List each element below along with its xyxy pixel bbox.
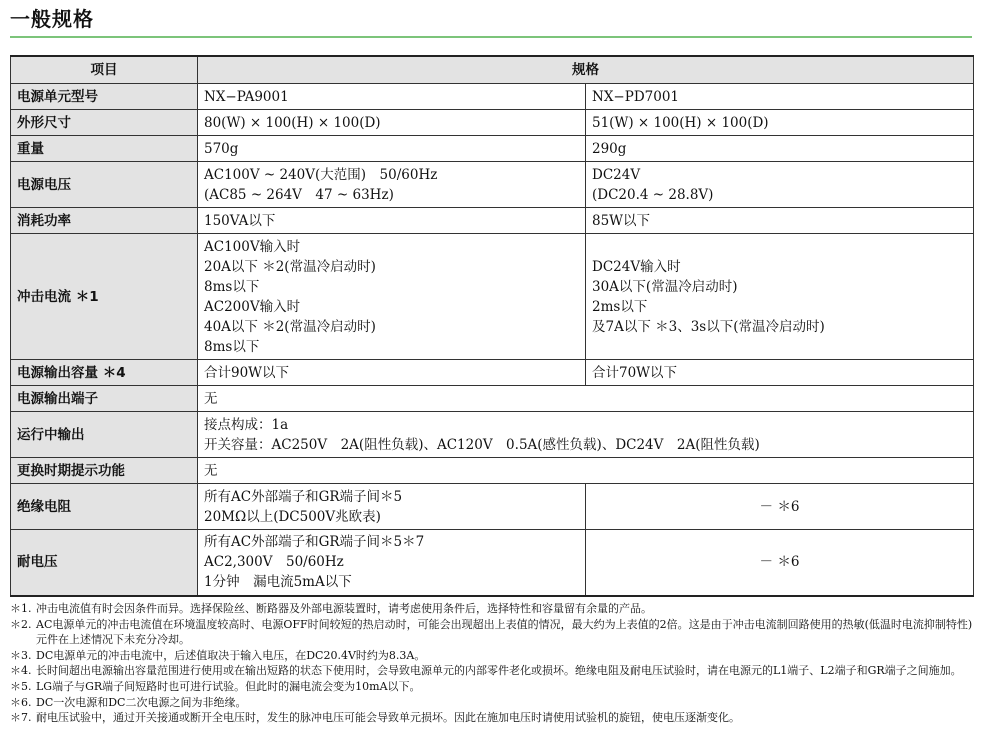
cell-line: AC100V ~ 240V(大范围) 50/60Hz bbox=[204, 166, 438, 183]
footnote bbox=[10, 648, 973, 664]
table-header-row bbox=[11, 56, 974, 84]
cell-line: 290g bbox=[592, 140, 627, 157]
footnote-mark: ＊5. bbox=[10, 679, 32, 693]
row-label: 电源输出端子 bbox=[11, 386, 198, 412]
row-label: 更换时期提示功能 bbox=[11, 458, 198, 484]
footnote-text: 长时间超出电源输出容量范围进行使用或在输出短路的状态下使用时，会导致电源单元的内部零件老化或损坏。绝缘电阻及耐电压试验时，请在电源元的L1端子、L2端子和GR端子之间施加。 bbox=[36, 664, 962, 678]
spec-cell-pd bbox=[586, 110, 974, 136]
footnote-mark: ＊4. bbox=[10, 664, 32, 678]
cell-line: AC200V输入时 bbox=[204, 298, 301, 315]
spec-cell-merged bbox=[198, 458, 974, 484]
cell-line: (AC85 ~ 264V 47 ~ 63Hz) bbox=[204, 186, 394, 203]
cell-line: － ＊6 bbox=[759, 498, 800, 515]
footnote-mark: ＊2. bbox=[10, 617, 32, 631]
table-row bbox=[11, 136, 974, 162]
spec-cell-pa bbox=[198, 484, 586, 530]
table-row bbox=[11, 530, 974, 596]
footnote-text: 耐电压试验中，通过开关接通或断开全电压时，发生的脉冲电压可能会导致单元损坏。因此在施加电压时请使用试验机的旋钮，使电压逐渐变化。 bbox=[36, 711, 740, 725]
spec-cell-pa bbox=[198, 110, 586, 136]
cell-line: 2ms以下 bbox=[592, 298, 648, 315]
row-label: 绝缘电阻 bbox=[11, 484, 198, 530]
cell-line: 所有AC外部端子和GR端子间＊5 bbox=[204, 488, 403, 505]
table-row bbox=[11, 234, 974, 360]
cell-line: 150VA以下 bbox=[204, 212, 276, 229]
cell-line: 接点构成：1a bbox=[204, 416, 289, 433]
cell-line: 85W以下 bbox=[592, 212, 651, 229]
spec-cell-pd bbox=[586, 234, 974, 360]
cell-line: 51(W) × 100(H) × 100(D) bbox=[592, 114, 769, 131]
cell-line: 8ms以下 bbox=[204, 278, 260, 295]
cell-line: 30A以下(常温冷启动时) bbox=[592, 278, 738, 295]
row-label: 电源输出容量 ＊4 bbox=[11, 360, 198, 386]
cell-line: 40A以下 ＊2(常温冷启动时) bbox=[204, 318, 376, 335]
cell-line: AC100V输入时 bbox=[204, 238, 301, 255]
row-label: 耐电压 bbox=[11, 530, 198, 596]
table-row bbox=[11, 412, 974, 458]
footnote-mark: ＊6. bbox=[10, 695, 32, 709]
spec-cell-pd bbox=[586, 484, 974, 530]
spec-cell-pd bbox=[586, 136, 974, 162]
table-row bbox=[11, 208, 974, 234]
spec-cell-pd bbox=[586, 162, 974, 208]
footnote-text: DC一次电源和DC二次电源之间为非绝缘。 bbox=[36, 695, 247, 709]
cell-line: 1分钟 漏电流5mA以下 bbox=[204, 574, 352, 591]
spec-cell-pa bbox=[198, 360, 586, 386]
spec-cell-pa bbox=[198, 530, 586, 596]
page-header bbox=[10, 6, 972, 36]
row-label: 冲击电流 ＊1 bbox=[11, 234, 198, 360]
footnote-text: LG端子与GR端子间短路时也可进行试验。但此时的漏电流会变为10mA以下。 bbox=[36, 679, 421, 693]
row-label: 电源单元型号 bbox=[11, 84, 198, 110]
spec-cell-pd bbox=[586, 360, 974, 386]
spec-cell-pa bbox=[198, 234, 586, 360]
table-row bbox=[11, 162, 974, 208]
footnote bbox=[10, 695, 973, 711]
cell-line: NX−PA9001 bbox=[204, 88, 289, 105]
cell-line: (DC20.4 ~ 28.8V) bbox=[592, 186, 714, 203]
cell-line: 合计90W以下 bbox=[204, 364, 290, 381]
spec-table bbox=[10, 55, 974, 597]
cell-line: 8ms以下 bbox=[204, 338, 260, 355]
cell-line: 20A以下 ＊2(常温冷启动时) bbox=[204, 258, 376, 275]
cell-line: 80(W) × 100(H) × 100(D) bbox=[204, 114, 381, 131]
footnote-mark: ＊3. bbox=[10, 648, 32, 662]
footnote bbox=[10, 601, 973, 617]
spec-cell-merged bbox=[198, 386, 974, 412]
spec-cell-merged bbox=[198, 412, 974, 458]
table-row bbox=[11, 386, 974, 412]
footnote-text: AC电源单元的冲击电流值在环境温度较高时、电源OFF时间较短的热启动时，可能会出现超出上表值的情况，最大约为上表值的2倍。这是由于冲击电流制回路使用的热敏(低温时电流抑制特性)元件在上述情况下未充分冷却。 bbox=[36, 617, 973, 647]
page-title: 一般规格 bbox=[10, 7, 94, 31]
table-row bbox=[11, 360, 974, 386]
spec-cell-pa bbox=[198, 136, 586, 162]
cell-line: － ＊6 bbox=[759, 554, 800, 571]
header-spec: 规格 bbox=[198, 56, 974, 84]
footnote bbox=[10, 710, 973, 726]
row-label: 消耗功率 bbox=[11, 208, 198, 234]
footnote-mark: ＊7. bbox=[10, 711, 32, 725]
spec-cell-pd bbox=[586, 530, 974, 596]
footnote-text: 冲击电流值有时会因条件而异。选择保险丝、断路器及外部电源装置时，请考虑使用条件后，选择特性和容量留有余量的产品。 bbox=[36, 602, 652, 615]
row-label: 电源电压 bbox=[11, 162, 198, 208]
table-row bbox=[11, 458, 974, 484]
table-row bbox=[11, 110, 974, 136]
cell-line: AC2,300V 50/60Hz bbox=[204, 554, 344, 571]
cell-line: 及7A以下 ＊3、3s以下(常温冷启动时) bbox=[592, 318, 825, 335]
footnote-mark: ＊1. bbox=[10, 602, 32, 615]
cell-line: 20MΩ以上(DC500V兆欧表) bbox=[204, 508, 381, 525]
spec-cell-pa bbox=[198, 84, 586, 110]
footnote bbox=[10, 679, 973, 695]
footnote-text: DC电源单元的冲击电流中，后述值取决于输入电压，在DC20.4V时约为8.3A。 bbox=[36, 648, 426, 662]
cell-line: 无 bbox=[204, 390, 218, 407]
footnotes bbox=[10, 601, 973, 726]
table-row bbox=[11, 484, 974, 530]
row-label: 运行中输出 bbox=[11, 412, 198, 458]
footnote bbox=[10, 617, 973, 648]
cell-line: 570g bbox=[204, 140, 239, 157]
spec-cell-pa bbox=[198, 162, 586, 208]
cell-line: 开关容量：AC250V 2A(阻性负载)、AC120V 0.5A(感性负载)、DC24V 2A(阻性负载) bbox=[204, 436, 760, 453]
title-divider bbox=[10, 36, 972, 38]
cell-line: DC24V输入时 bbox=[592, 258, 681, 275]
table-row bbox=[11, 84, 974, 110]
cell-line: DC24V bbox=[592, 166, 641, 183]
cell-line: NX−PD7001 bbox=[592, 88, 679, 105]
footnote bbox=[10, 663, 973, 679]
spec-cell-pd bbox=[586, 208, 974, 234]
cell-line: 所有AC外部端子和GR端子间＊5＊7 bbox=[204, 534, 425, 551]
cell-line: 无 bbox=[204, 462, 218, 479]
row-label: 重量 bbox=[11, 136, 198, 162]
spec-cell-pd bbox=[586, 84, 974, 110]
spec-cell-pa bbox=[198, 208, 586, 234]
cell-line: 合计70W以下 bbox=[592, 364, 678, 381]
header-item: 项目 bbox=[11, 56, 198, 84]
row-label: 外形尺寸 bbox=[11, 110, 198, 136]
